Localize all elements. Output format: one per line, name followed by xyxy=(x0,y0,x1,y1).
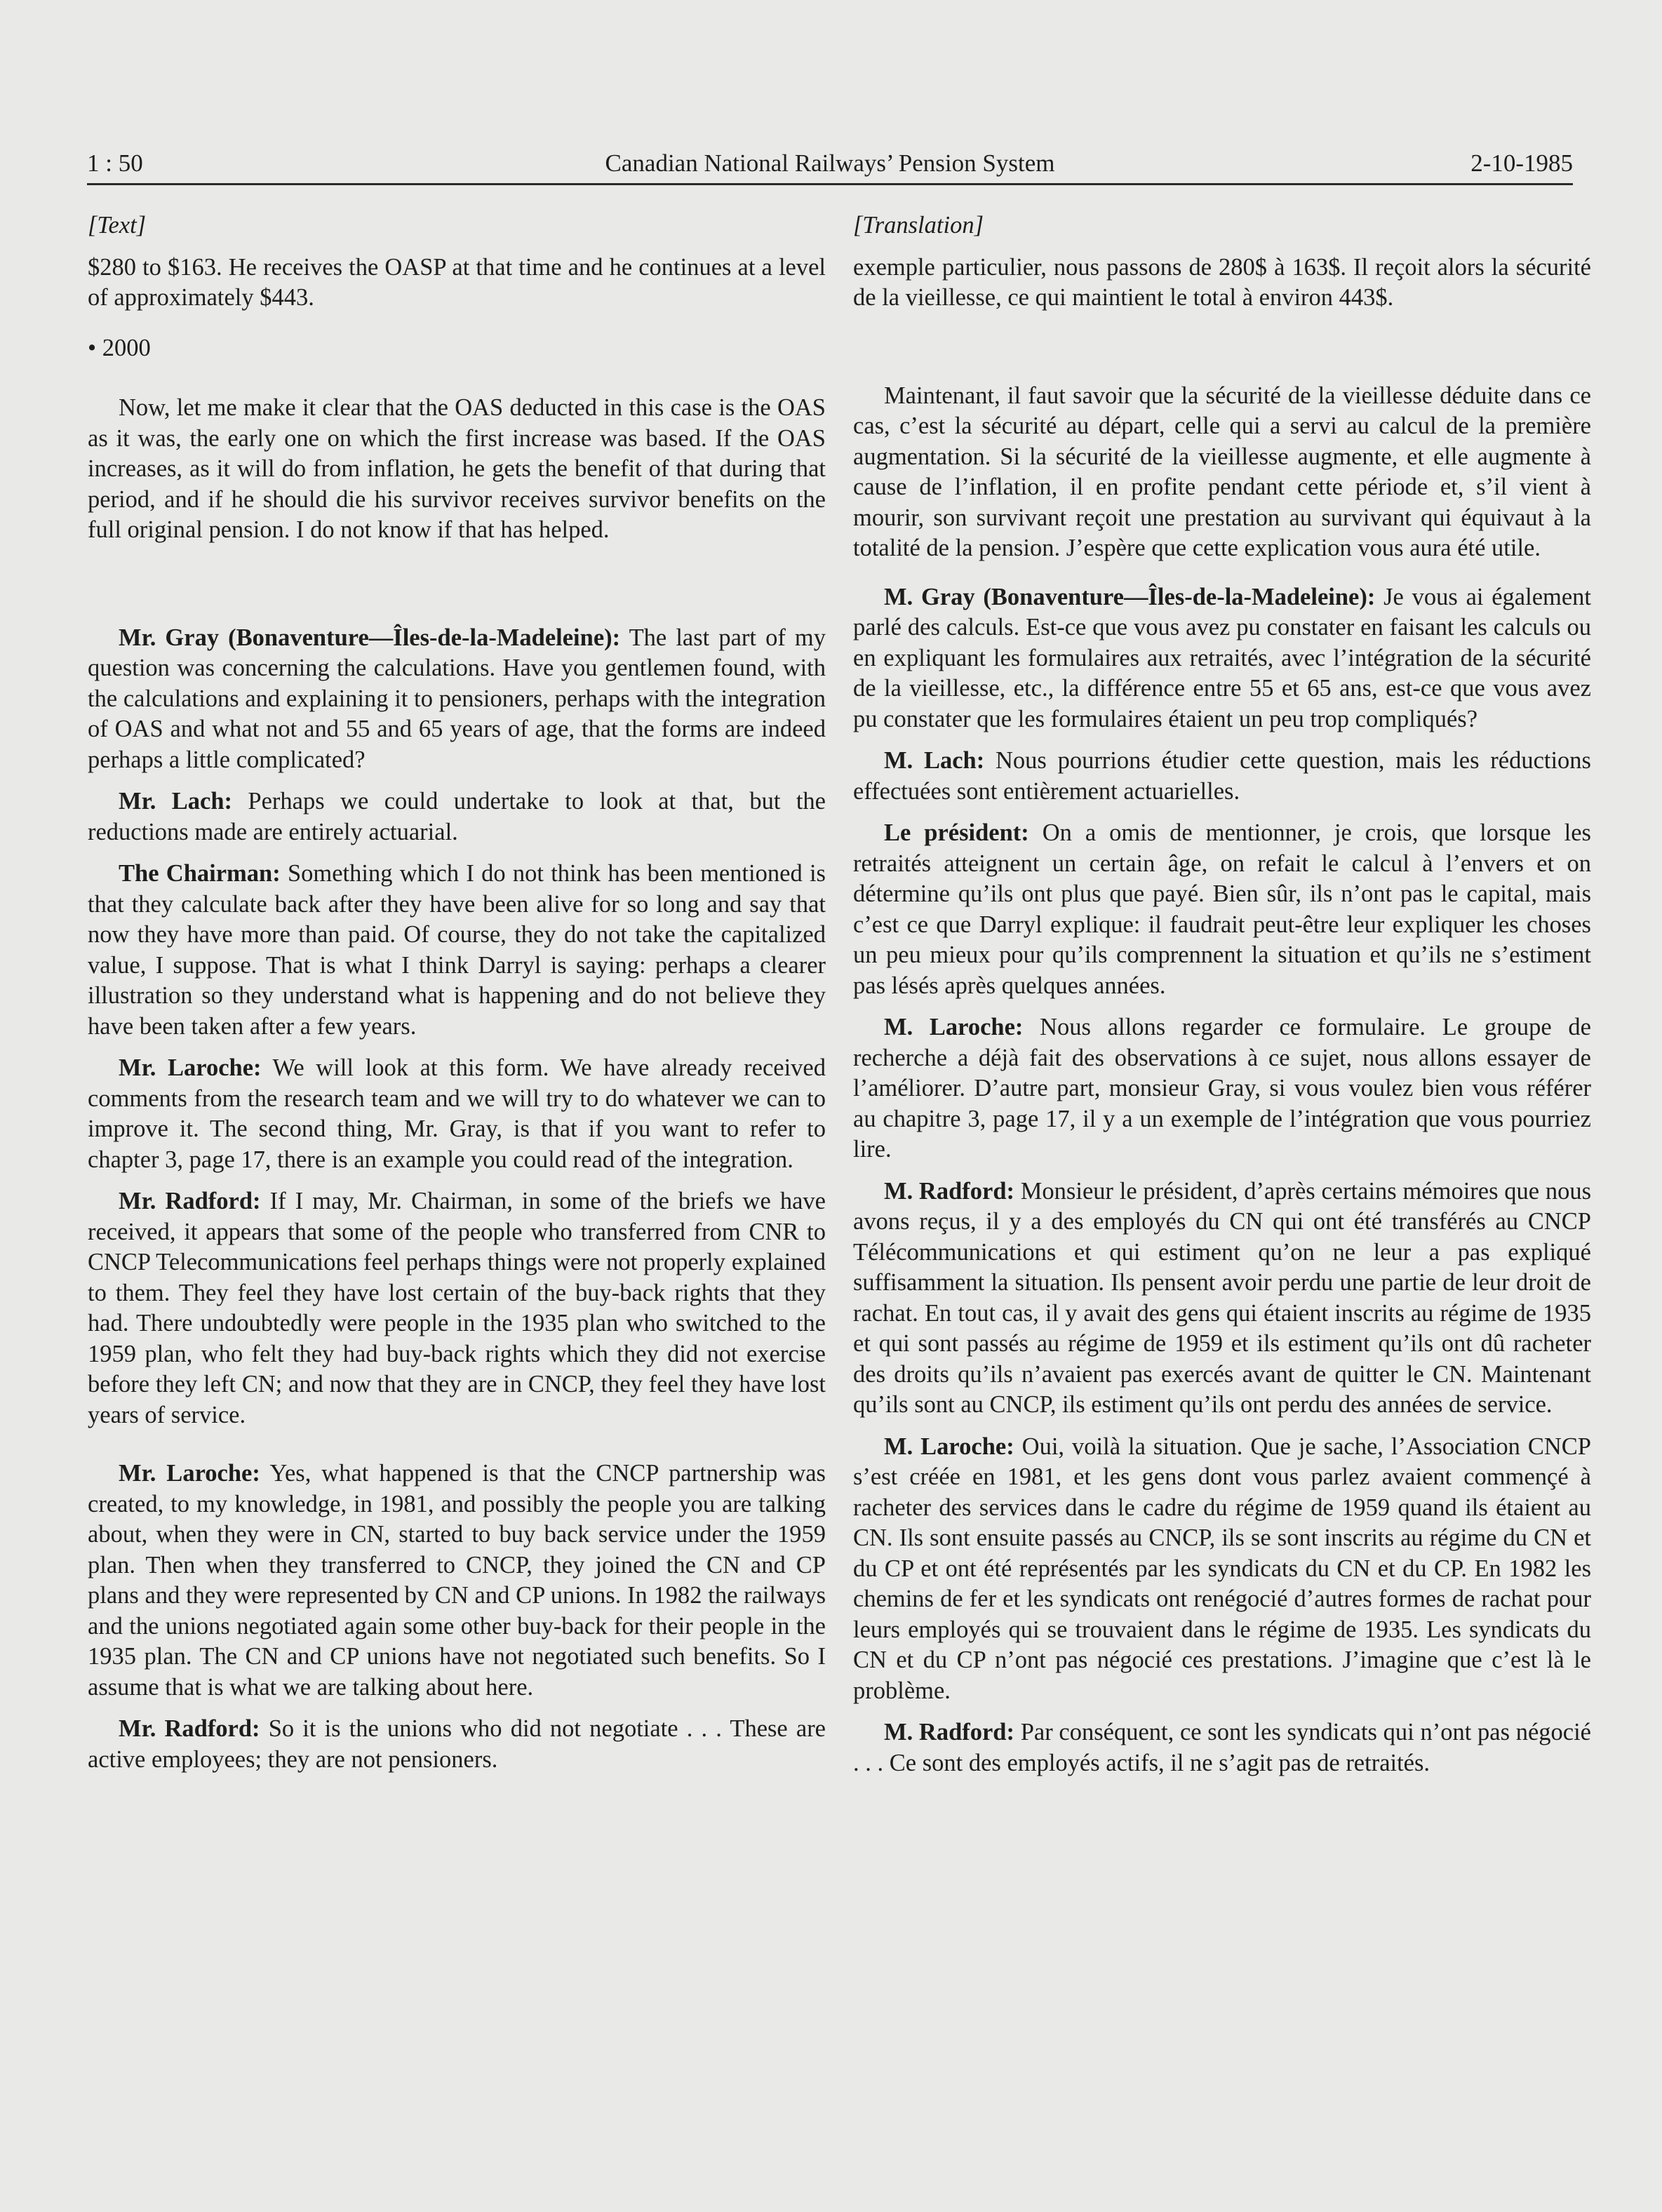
speech-paragraph xyxy=(853,818,1591,1001)
paragraph: $280 to $163. He receives the OASP at that time and he continues at a level of approximately $443. xyxy=(88,253,826,311)
translation-label: [Translation] xyxy=(853,212,984,239)
speech-text: So it is the unions who did not negotiate . . . These are active employees; they are not pensioners. xyxy=(88,1715,826,1773)
speaker-name: The Chairman: xyxy=(119,860,281,887)
speech-paragraph xyxy=(88,1186,826,1430)
speech-text: Oui, voilà la situation. Que je sache, l’Association CNCP s’est créée en 1981, et les gens dont vous parlez avaient commençé à racheter des services dans le cadre du régime de 1959 quand ils étaient au CN. Ils sont ensuite passés au CNCP, ils se sont inscrits au régime du CN et du CP et ont été représentés par les syndicats du CN et du CP. En 1982 les chemins de fer et les syndicats ont renégocié d’autres formes de rachat pour leurs employés qui se trouvaient dans le régime de 1935. Les syndicats du CN et du CP n’ont pas négocié ces prestations. J’imagine que c’est là le problème. xyxy=(853,1433,1591,1704)
speech-text: Nous pourrions étudier cette question, mais les réductions effectuées sont entièrement actuarielles. xyxy=(853,747,1591,805)
speech-text: The last part of my question was concerning the calculations. Have you gentlemen found, with the calculations and explaining it to pensioners, perhaps with the integration of OAS and what not and 55 and 65 years of age, that the forms are indeed perhaps a little complicated? xyxy=(88,624,826,773)
speech-text: Something which I do not think has been mentioned is that they calculate back after they have been alive for so long and say that now they have more than paid. Of course, they do not take the capitalized value, I suppose. That is what I think Darryl is saying: perhaps a clearer illustration so they understand what is happening and do not believe they have been taken after a few years. xyxy=(88,860,826,1040)
speaker-name: Mr. Laroche: xyxy=(119,1054,262,1081)
speech-text: Nous allons regarder ce formulaire. Le groupe de recherche a déjà fait des observations à ce sujet, nous allons essayer de l’améliorer. D’autre part, monsieur Gray, si vous voulez bien vous référer au chapitre 3, page 17, il y a un exemple de l’intégration que vous pourriez lire. xyxy=(853,1014,1591,1162)
speech-paragraph xyxy=(853,582,1591,735)
running-title: Canadian National Railways’ Pension System xyxy=(605,149,1055,177)
speaker-name: Le président: xyxy=(884,819,1029,846)
speaker-name: M. Radford: xyxy=(884,1177,1015,1205)
speech-text: Je vous ai également parlé des calculs. Est-ce que vous avez pu constater en faisant les calculs ou en expliquant les formulaires aux retraités, avec l’intégration de la sécurité de la vieillesse, etc., la différence entre 55 et 65 ans, est-ce que vous avez pu constater que les formulaires étaient un peu trop compliqués? xyxy=(853,583,1591,732)
speech-paragraph xyxy=(88,623,826,776)
speech-paragraph xyxy=(853,1012,1591,1165)
paragraph: exemple particulier, nous passons de 280$ à 163$. Il reçoit alors la sécurité de la vieillesse, ce qui maintient le total à environ 443$. xyxy=(853,253,1591,311)
page-number: 1 : 50 xyxy=(87,149,143,177)
english-column xyxy=(88,210,826,1786)
speech-text: Par conséquent, ce sont les syndicats qui n’ont pas négocié . . . Ce sont des employés actifs, il ne s’agit pas de retraités. xyxy=(853,1719,1591,1776)
speaker-name: Mr. Laroche: xyxy=(119,1460,260,1487)
speaker-name: Mr. Radford: xyxy=(119,1188,261,1214)
french-column xyxy=(853,210,1591,1790)
speech-paragraph xyxy=(853,746,1591,807)
speech-paragraph xyxy=(88,786,826,847)
speech-text: Yes, what happened is that the CNCP partnership was created, to my knowledge, in 1981, and possibly the people you are talking about, when they were in CN, started to buy back service under the 1959 plan. Then when they transferred to CNCP, they joined the CN and CP plans and they were represented by CN and CP unions. In 1982 the railways and the unions negotiated again some other buy-back for their people in the 1935 plan. The CN and CP unions have not negotiated such benefits. So I assume that is what we are talking about here. xyxy=(88,1460,826,1701)
speaker-name: M. Laroche: xyxy=(884,1014,1024,1040)
paragraph: Maintenant, il faut savoir que la sécurité de la vieillesse déduite dans ce cas, c’est la sécurité au départ, celle qui a servi au calcul de la première augmentation. Si la sécurité de la vieillesse augmente, et elle augmente à cause de l’inflation, il en profite pendant cette période et, s’il vient à mourir, son survivant reçoit une prestation au survivant qui équivaut à la totalité de la pension. J’espère que cette explication vous aura été utile. xyxy=(853,382,1591,561)
speaker-name: M. Radford: xyxy=(884,1719,1014,1745)
speech-text: On a omis de mentionner, je crois, que lorsque les retraités atteignent un certain âge, on refait le calcul à l’envers et on détermine qu’ils ont plus que payé. Bien sûr, ils n’ont pas le capital, mais c’est ce que Darryl explique: il faudrait peut-être leur expliquer les choses un peu mieux pour qu’ils comprennent la situation et qu’ils ne s’estiment pas lésés après quelques années. xyxy=(853,819,1591,999)
speech-text: Perhaps we could undertake to look at that, but the reductions made are entirely actuarial. xyxy=(88,788,826,845)
time-marker: • 2000 xyxy=(88,334,151,361)
speaker-name: M. Laroche: xyxy=(884,1433,1014,1460)
header-date: 2-10-1985 xyxy=(1470,149,1573,177)
speaker-name: Mr. Radford: xyxy=(119,1715,260,1742)
speech-text: We will look at this form. We have already received comments from the research team and we will try to do whatever we can to improve it. The second thing, Mr. Gray, is that if you want to refer to chapter 3, page 17, there is an example you could read of the integration. xyxy=(88,1054,826,1173)
speaker-name: Mr. Gray (Bonaventure—Îles-de-la-Madeleine): xyxy=(119,624,621,651)
speech-paragraph xyxy=(88,1053,826,1175)
speaker-name: M. Lach: xyxy=(884,747,985,774)
speaker-name: Mr. Lach: xyxy=(119,788,233,815)
speech-paragraph xyxy=(853,1717,1591,1778)
speech-paragraph xyxy=(88,1459,826,1703)
speech-paragraph xyxy=(853,1177,1591,1421)
text-label: [Text] xyxy=(88,212,147,239)
speech-paragraph xyxy=(88,1714,826,1775)
speech-paragraph xyxy=(88,859,826,1042)
speaker-name: M. Gray (Bonaventure—Îles-de-la-Madeleine): xyxy=(884,583,1376,610)
running-header xyxy=(87,144,1573,185)
speech-paragraph xyxy=(853,1432,1591,1707)
paragraph: Now, let me make it clear that the OAS deducted in this case is the OAS as it was, the early one on which the first increase was based. If the OAS increases, as it will do from inflation, he gets the benefit of that during that period, and if he should die his survivor receives survivor benefits on the full original pension. I do not know if that has helped. xyxy=(88,394,826,543)
speech-text: If I may, Mr. Chairman, in some of the briefs we have received, it appears that some of the people who transferred from CNR to CNCP Telecommunications feel perhaps things were not properly explained to them. They feel they have lost certain of the buy-back rights that they had. There undoubtedly were people in the 1935 plan who switched to the 1959 plan, who felt they had buy-back rights which they did not exercise before they left CN; and now that they are in CNCP, they feel they have lost years of service. xyxy=(88,1188,826,1428)
speech-text: Monsieur le président, d’après certains mémoires que nous avons reçus, il y a des employés du CN qui ont été transférés au CNCP Télécommunications et qui estiment qu’on ne leur a pas expliqué suffisamment la situation. Ils pensent avoir perdu une partie de leur droit de rachat. En tout cas, il y avait des gens qui étaient inscrits au régime de 1935 et qui sont passés au régime de 1959 et ils estiment qu’ils ont dû racheter des droits qu’ils n’avaient pas exercés avant de quitter le CN. Maintenant qu’ils sont au CNCP, ils estiment qu’ils ont perdu des années de service. xyxy=(853,1177,1591,1418)
